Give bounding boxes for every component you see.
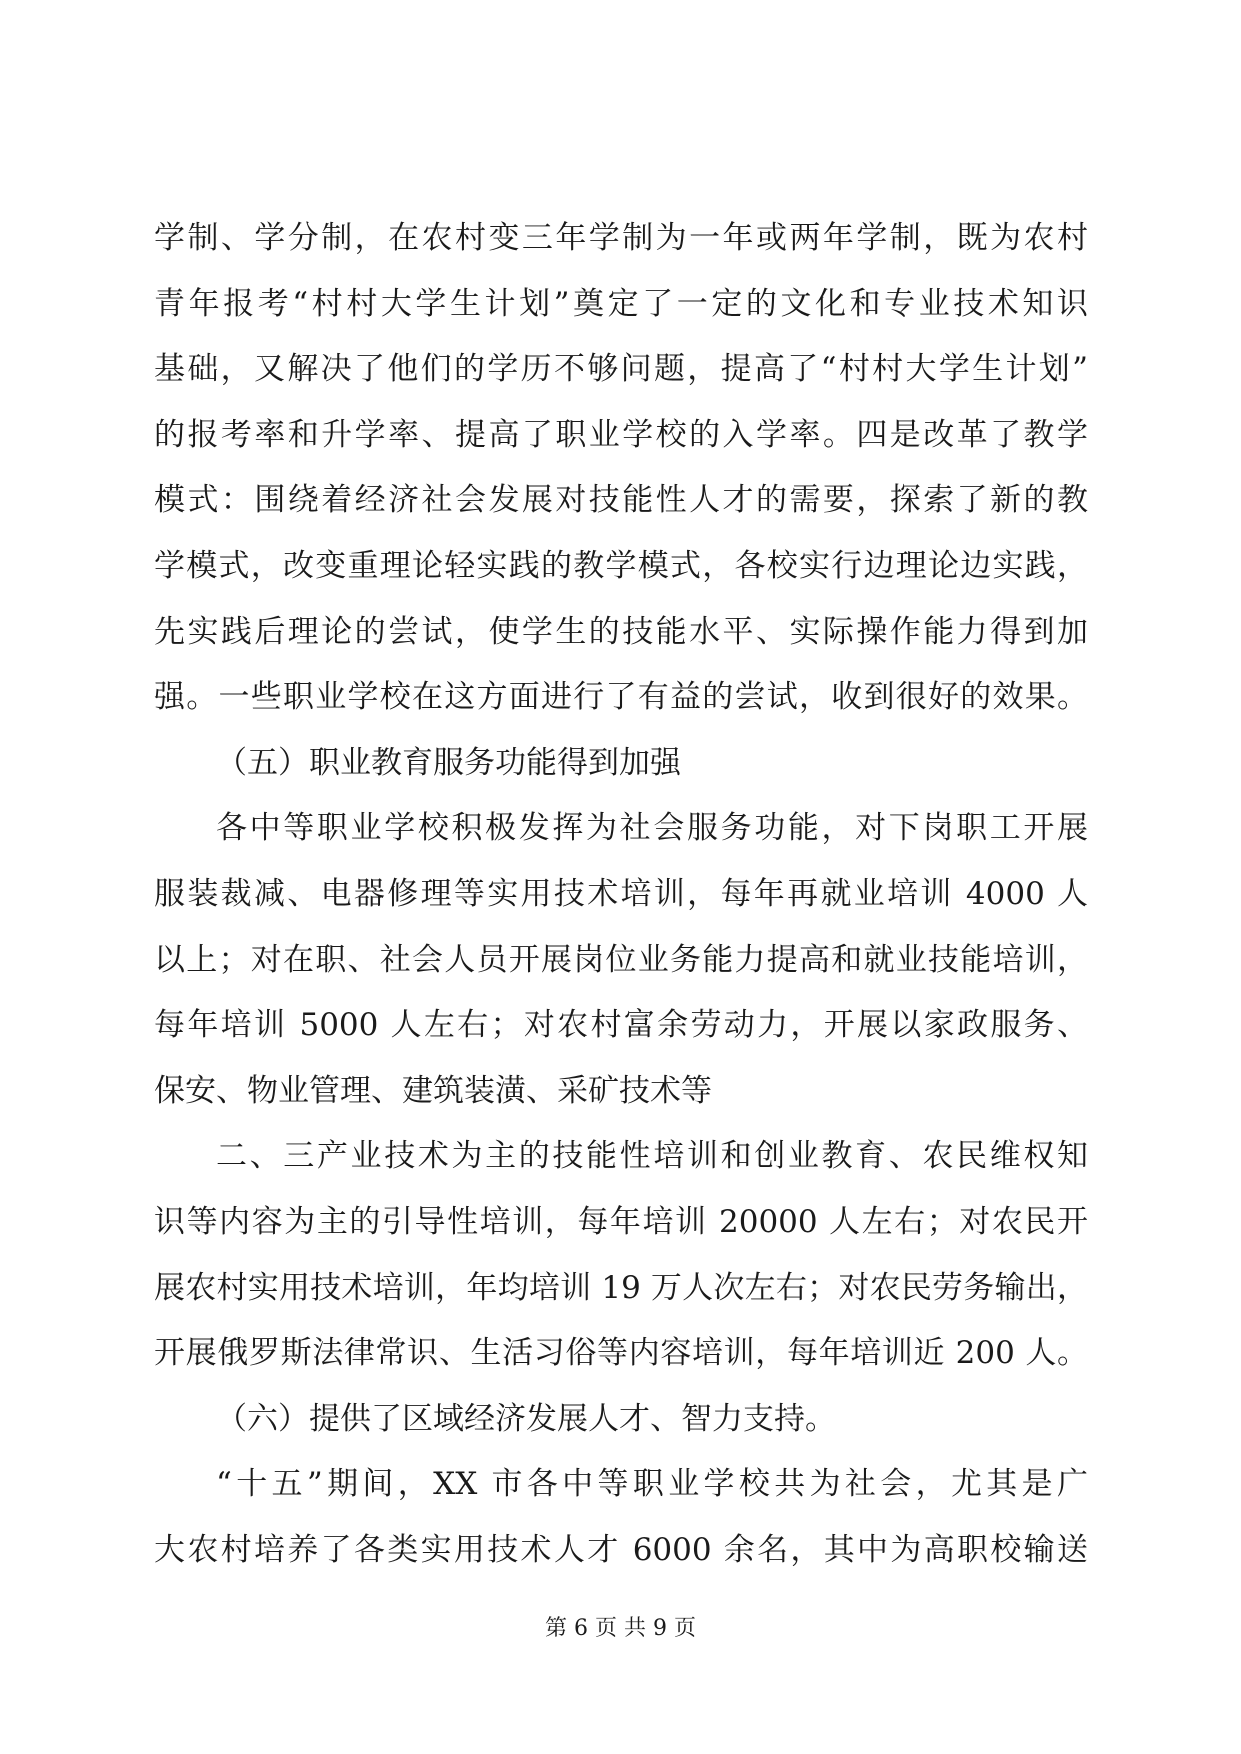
body-text-line: 二、三产业技术为主的技能性培训和创业教育、农民维权知 xyxy=(216,1138,1088,1175)
body-text-line: 开展俄罗斯法律常识、生活习俗等内容培训，每年培训近 200 人。 xyxy=(154,1335,1088,1372)
body-text-line: 青年报考“村村大学生计划”奠定了一定的文化和专业技术知识 xyxy=(154,285,1088,322)
body-text-line: 基础，又解决了他们的学历不够问题，提高了“村村大学生计划” xyxy=(154,351,1088,388)
body-text-line: 识等内容为主的引导性培训，每年培训 20000 人左右；对农民开 xyxy=(154,1203,1088,1240)
page-number-footer: 第 6 页 共 9 页 xyxy=(545,1616,696,1641)
body-text-line: 学制、学分制，在农村变三年学制为一年或两年学制，既为农村 xyxy=(154,220,1088,256)
body-text-line: 展农村实用技术培训，年均培训 19 万人次左右；对农民劳务输出， xyxy=(154,1269,1088,1306)
body-text-line: 服装裁减、电器修理等实用技术培训，每年再就业培训 4000 人 xyxy=(154,875,1088,912)
document-body xyxy=(154,206,1088,1583)
body-text-line: “十五”期间，XX 市各中等职业学校共为社会，尤其是广 xyxy=(216,1466,1088,1503)
body-text-line: 的报考率和升学率、提高了职业学校的入学率。四是改革了教学 xyxy=(154,416,1088,453)
body-text-line: 每年培训 5000 人左右；对农村富余劳动力，开展以家政服务、 xyxy=(154,1007,1088,1044)
body-text-line: 各中等职业学校积极发挥为社会服务功能，对下岗职工开展 xyxy=(216,810,1088,847)
body-text-line: 保安、物业管理、建筑装潢、采矿技术等 xyxy=(154,1072,712,1109)
body-text-line: 学模式，改变重理论轻实践的教学模式，各校实行边理论边实践， xyxy=(154,547,1088,584)
body-text-line: 先实践后理论的尝试，使学生的技能水平、实际操作能力得到加 xyxy=(154,613,1088,650)
body-text-line: 大农村培养了各类实用技术人才 6000 余名，其中为高职校输送 xyxy=(154,1531,1088,1568)
body-text-line: 强。一些职业学校在这方面进行了有益的尝试，收到很好的效果。 xyxy=(154,679,1088,716)
section-heading: （五）职业教育服务功能得到加强 xyxy=(216,744,681,781)
body-text-line: 以上；对在职、社会人员开展岗位业务能力提高和就业技能培训， xyxy=(154,941,1088,978)
section-heading: （六）提供了区域经济发展人才、智力支持。 xyxy=(216,1400,836,1437)
body-text-line: 模式：围绕着经济社会发展对技能性人才的需要，探索了新的教 xyxy=(154,482,1088,519)
